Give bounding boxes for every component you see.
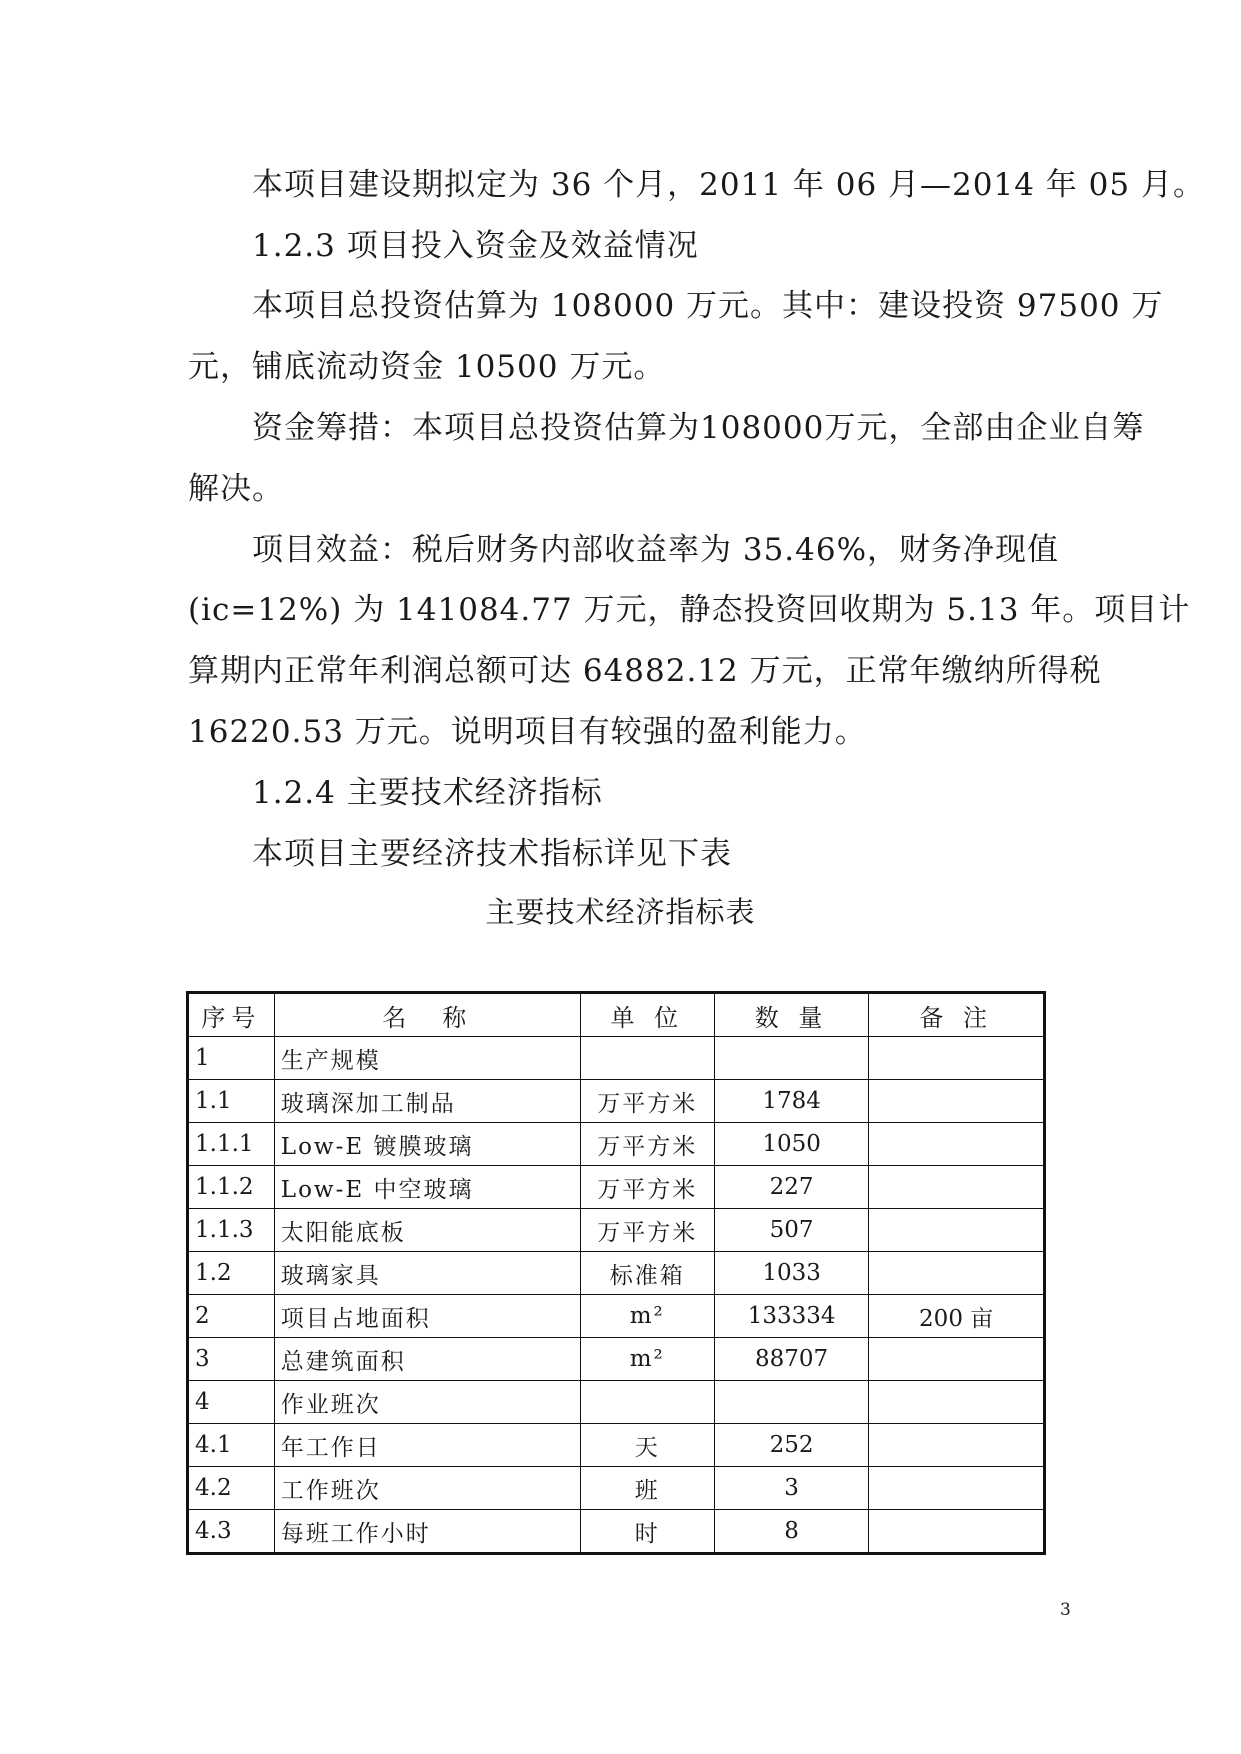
- table-header-row: [188, 993, 1045, 1037]
- table-row: [188, 1295, 1045, 1338]
- paragraph-funding-line2: 解决。: [188, 471, 284, 507]
- cell-serial: 1.1.3: [188, 1209, 275, 1252]
- cell-name: 年工作日: [274, 1424, 580, 1467]
- cell-note: [869, 1037, 1045, 1080]
- cell-name: Low-E 中空玻璃: [274, 1166, 580, 1209]
- cell-serial: 1: [188, 1037, 275, 1080]
- cell-unit: 时: [580, 1510, 714, 1554]
- cell-unit: m²: [580, 1295, 714, 1338]
- cell-quantity: 252: [714, 1424, 868, 1467]
- cell-quantity: 507: [714, 1209, 868, 1252]
- cell-note: [869, 1381, 1045, 1424]
- cell-quantity: [714, 1381, 868, 1424]
- header-serial: 序号: [188, 993, 275, 1037]
- cell-serial: 4.3: [188, 1510, 275, 1554]
- cell-serial: 2: [188, 1295, 275, 1338]
- page-number: 3: [1060, 1600, 1071, 1620]
- cell-note: [869, 1080, 1045, 1123]
- table-row: [188, 1209, 1045, 1252]
- paragraph-benefit-line2: (ic=12%) 为 141084.77 万元，静态投资回收期为 5.13 年。项目计: [188, 592, 1191, 628]
- cell-serial: 1.1.2: [188, 1166, 275, 1209]
- cell-quantity: 1033: [714, 1252, 868, 1295]
- cell-name: 太阳能底板: [274, 1209, 580, 1252]
- table-row: [188, 1424, 1045, 1467]
- cell-unit: [580, 1037, 714, 1080]
- cell-serial: 4.2: [188, 1467, 275, 1510]
- cell-name: 玻璃家具: [274, 1252, 580, 1295]
- header-unit: 单 位: [580, 993, 714, 1037]
- cell-note: [869, 1424, 1045, 1467]
- cell-name: 总建筑面积: [274, 1338, 580, 1381]
- cell-unit: 万平方米: [580, 1209, 714, 1252]
- cell-note: [869, 1166, 1045, 1209]
- paragraph-investment-line1: 本项目总投资估算为 108000 万元。其中：建设投资 97500 万: [252, 288, 1164, 324]
- paragraph-benefit-line1: 项目效益：税后财务内部收益率为 35.46%，财务净现值: [252, 532, 1060, 568]
- table-row: [188, 1510, 1045, 1554]
- cell-quantity: 133334: [714, 1295, 868, 1338]
- cell-quantity: 88707: [714, 1338, 868, 1381]
- cell-name: 项目占地面积: [274, 1295, 580, 1338]
- cell-unit: 标准箱: [580, 1252, 714, 1295]
- cell-note: 200 亩: [869, 1295, 1045, 1338]
- cell-serial: 1.1.1: [188, 1123, 275, 1166]
- table-row: [188, 1080, 1045, 1123]
- paragraph-investment-line2: 元，铺底流动资金 10500 万元。: [188, 349, 666, 385]
- cell-name: Low-E 镀膜玻璃: [274, 1123, 580, 1166]
- cell-note: [869, 1510, 1045, 1554]
- cell-serial: 1.2: [188, 1252, 275, 1295]
- cell-unit: [580, 1381, 714, 1424]
- table-row: [188, 1467, 1045, 1510]
- paragraph-funding-line1: 资金筹措：本项目总投资估算为108000万元，全部由企业自筹: [252, 410, 1145, 446]
- cell-name: 玻璃深加工制品: [274, 1080, 580, 1123]
- table-row: [188, 1338, 1045, 1381]
- cell-quantity: 1784: [714, 1080, 868, 1123]
- cell-note: [869, 1338, 1045, 1381]
- header-note: 备 注: [869, 993, 1045, 1037]
- cell-unit: 天: [580, 1424, 714, 1467]
- header-quantity: 数 量: [714, 993, 868, 1037]
- cell-unit: 万平方米: [580, 1166, 714, 1209]
- cell-name: 每班工作小时: [274, 1510, 580, 1554]
- cell-note: [869, 1209, 1045, 1252]
- table-row: [188, 1123, 1045, 1166]
- cell-unit: 万平方米: [580, 1080, 714, 1123]
- cell-name: 作业班次: [274, 1381, 580, 1424]
- table-row: [188, 1166, 1045, 1209]
- header-name: 名 称: [274, 993, 580, 1037]
- cell-note: [869, 1123, 1045, 1166]
- table-row: [188, 1037, 1045, 1080]
- paragraph-benefit-line4: 16220.53 万元。说明项目有较强的盈利能力。: [188, 714, 867, 750]
- paragraph-benefit-line3: 算期内正常年利润总额可达 64882.12 万元，正常年缴纳所得税: [188, 653, 1102, 689]
- cell-serial: 3: [188, 1338, 275, 1381]
- section-heading-1-2-4: 1.2.4 主要技术经济指标: [252, 775, 603, 811]
- cell-quantity: 1050: [714, 1123, 868, 1166]
- cell-unit: 万平方米: [580, 1123, 714, 1166]
- table-body: [188, 1037, 1045, 1554]
- table-row: [188, 1252, 1045, 1295]
- table-row: [188, 1381, 1045, 1424]
- cell-unit: m²: [580, 1338, 714, 1381]
- cell-unit: 班: [580, 1467, 714, 1510]
- cell-note: [869, 1252, 1045, 1295]
- paragraph-construction-period: 本项目建设期拟定为 36 个月，2011 年 06 月—2014 年 05 月。: [252, 167, 1205, 203]
- cell-quantity: 3: [714, 1467, 868, 1510]
- cell-serial: 4.1: [188, 1424, 275, 1467]
- indicators-table: [186, 991, 1046, 1555]
- cell-note: [869, 1467, 1045, 1510]
- cell-quantity: [714, 1037, 868, 1080]
- table-title: 主要技术经济指标表: [485, 895, 756, 929]
- cell-name: 工作班次: [274, 1467, 580, 1510]
- section-heading-1-2-3: 1.2.3 项目投入资金及效益情况: [252, 228, 699, 264]
- cell-serial: 1.1: [188, 1080, 275, 1123]
- cell-quantity: 8: [714, 1510, 868, 1554]
- paragraph-table-intro: 本项目主要经济技术指标详见下表: [252, 836, 732, 872]
- cell-serial: 4: [188, 1381, 275, 1424]
- cell-quantity: 227: [714, 1166, 868, 1209]
- cell-name: 生产规模: [274, 1037, 580, 1080]
